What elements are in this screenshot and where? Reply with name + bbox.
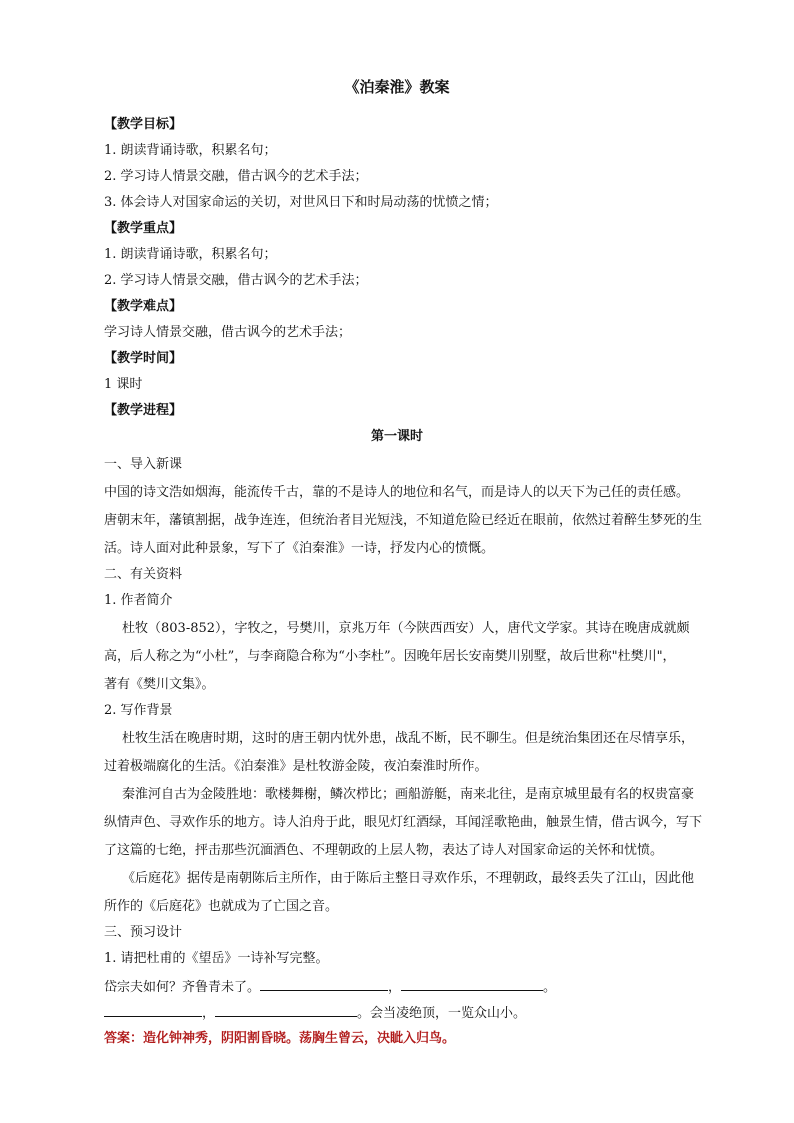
- section-materials-heading: 二、有关资料: [104, 567, 183, 582]
- blank-2[interactable]: [401, 978, 543, 991]
- background-heading: 2. 写作背景: [104, 703, 173, 718]
- fill-line-1-prefix: 岱宗夫如何？齐鲁青未了。: [104, 980, 261, 995]
- author-para-line-1: 杜牧（803-852），字牧之，号樊川，京兆万年（今陕西西安）人，唐代文学家。其诗在晚唐成就颇: [122, 621, 690, 636]
- key-point-2: 2. 学习诗人情景交融，借古讽今的艺术手法；: [104, 273, 368, 288]
- background-para-line-1: 杜牧生活在晚唐时期，这时的唐王朝内忧外患，战乱不断，民不聊生。但是统治集团还在尽情享乐，: [122, 731, 695, 746]
- fill-line-1-end: 。: [543, 980, 557, 995]
- qinhuai-para-line-3: 了这篇的七绝，抨击那些沉湎酒色、不理朝政的上层人物，表达了诗人对国家命运的关怀和忧愤。: [104, 843, 664, 858]
- time-value: 1 课时: [104, 377, 143, 392]
- blank-1[interactable]: [260, 978, 388, 991]
- objective-3: 3. 体会诗人对国家命运的关切，对世风日下和时局动荡的忧愤之情；: [104, 195, 498, 210]
- qinhuai-para-line-1: 秦淮河自古为金陵胜地：歌楼舞榭，鳞次栉比；画船游艇，南来北往，是南京城里最有名的权贵富豪: [122, 787, 695, 802]
- preview-task-1: 1. 请把杜甫的《望岳》一诗补写完整。: [104, 951, 329, 966]
- heading-key-points: 【教学重点】: [104, 221, 183, 236]
- blank-4[interactable]: [215, 1004, 357, 1017]
- section-preview-heading: 三、预习设计: [104, 925, 183, 940]
- heading-time: 【教学时间】: [104, 351, 183, 366]
- author-para-line-3: 著有《樊川文集》。: [104, 677, 215, 692]
- fill-line-1: [104, 978, 556, 997]
- author-para-line-2: 高，后人称之为“小杜”，与李商隐合称为“小李杜”。因晚年居长安南樊川别墅，故后世称"杜樊川"，: [104, 649, 676, 664]
- section-intro-heading: 一、导入新课: [104, 457, 183, 472]
- key-point-1: 1. 朗读背诵诗歌，积累名句；: [104, 247, 277, 262]
- houtinghua-para-line-1: 《后庭花》据传是南朝陈后主所作，由于陈后主整日寻欢作乐，不理朝政，最终丢失了江山，因此他: [122, 871, 695, 886]
- fill-line-2-end: 。会当凌绝顶，一览众山小。: [357, 1006, 527, 1021]
- lesson-heading: 第一课时: [370, 429, 423, 444]
- intro-para-line-1: 中国的诗文浩如烟海，能流传千古，靠的不是诗人的地位和名气，而是诗人的以天下为己任的责任感。: [104, 485, 690, 500]
- fill-line-2-sep: ，: [202, 1006, 216, 1021]
- author-intro-heading: 1. 作者简介: [104, 593, 173, 608]
- heading-process: 【教学进程】: [104, 403, 183, 418]
- objective-1: 1. 朗读背诵诗歌，积累名句；: [104, 143, 277, 158]
- heading-objectives: 【教学目标】: [104, 117, 183, 132]
- document-title: 《泊秦淮》教案: [344, 78, 450, 96]
- fill-line-1-sep: ，: [388, 980, 402, 995]
- heading-difficulties: 【教学难点】: [104, 299, 183, 314]
- houtinghua-para-line-2: 所作的《后庭花》也就成为了亡国之音。: [104, 899, 339, 914]
- background-para-line-2: 过着极端腐化的生活。《泊秦淮》是杜牧游金陵，夜泊秦淮时所作。: [104, 759, 488, 774]
- fill-line-2: [104, 1004, 526, 1023]
- blank-3[interactable]: [104, 1004, 202, 1017]
- answer-text: 答案：造化钟神秀，阴阳割昏晓。荡胸生曾云，决眦入归鸟。: [104, 1031, 456, 1046]
- qinhuai-para-line-2: 纵情声色、寻欢作乐的地方。诗人泊舟于此，眼见灯红酒绿，耳闻淫歌艳曲，触景生情，借古讽今，写下: [104, 815, 703, 830]
- objective-2: 2. 学习诗人情景交融，借古讽今的艺术手法；: [104, 169, 368, 184]
- difficulty-1: 学习诗人情景交融，借古讽今的艺术手法；: [104, 325, 352, 340]
- intro-para-line-3: 活。诗人面对此种景象，写下了《泊秦淮》一诗，抒发内心的愤慨。: [104, 541, 495, 556]
- intro-para-line-2: 唐朝末年，藩镇割据，战争连连，但统治者目光短浅，不知道危险已经近在眼前，依然过着醉生梦死的生: [104, 513, 703, 528]
